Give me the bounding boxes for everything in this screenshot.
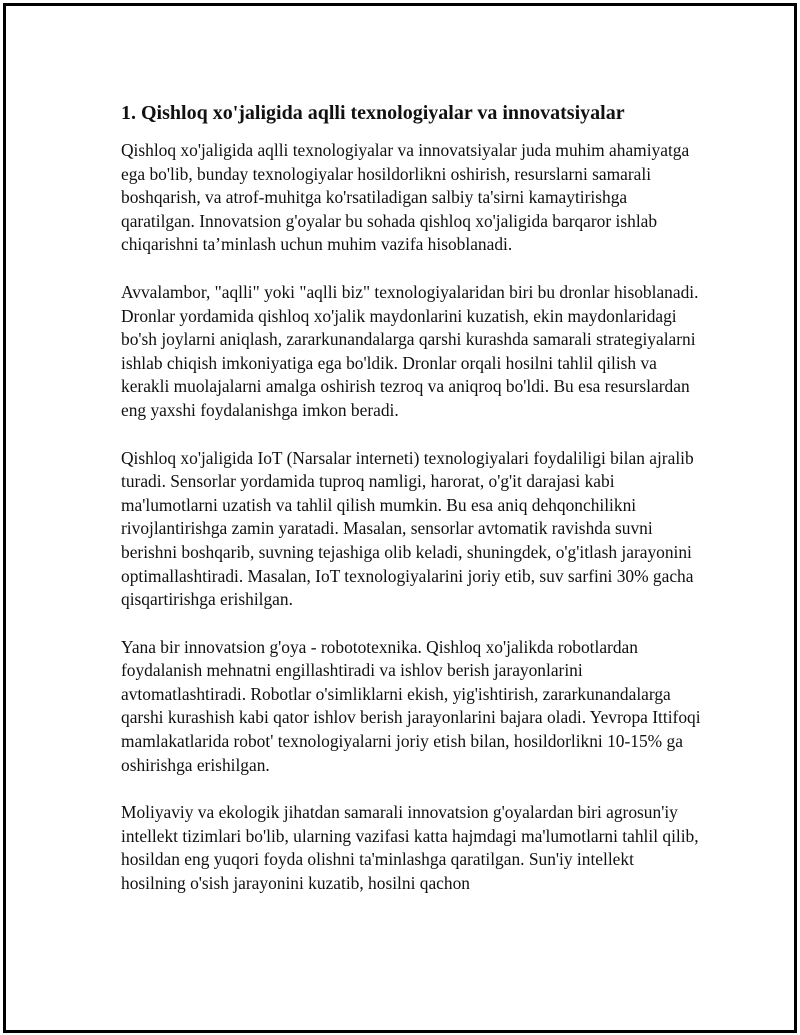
paragraph-2: Avvalambor, "aqlli" yoki "aqlli biz" texnologiyalaridan biri bu dronlar hisoblanadi. Dronlar yordamida qishloq xo'jalik maydonlarini kuzatish, ekin maydonlaridagi bo'sh joylarni aniqlash, zararkunandalarga qarshi kurashda samarali strategiyalarni ishlab chiqish imkoniyatiga ega bo'ldik. Dronlar orqali hosilni tahlil qilish va kerakli muolajalarni amalga oshirish tezroq va aniqroq bo'ldi. Bu esa resurslardan eng yaxshi foydalanishga imkon beradi. bbox=[121, 281, 699, 420]
section-heading: 1. Qishloq xo'jaligida aqlli texnologiyalar va innovatsiyalar bbox=[121, 102, 625, 124]
paragraph-1: Qishloq xo'jaligida aqlli texnologiyalar va innovatsiyalar juda muhim ahamiyatga ega bo'lib, bunday texnologiyalar hosildorlikni oshirish, resurslarni samarali boshqarish, va atrof-muhitga ko'rsatiladigan salbiy ta'sirni kamaytirishga qaratilgan. Innovatsion g'oyalar bu sohada qishloq xo'jaligida barqaror ishlab chiqarishni ta’minlash uchun muhim vazifa hisoblanadi. bbox=[121, 140, 690, 255]
paragraph-3: Qishloq xo'jaligida IoT (Narsalar interneti) texnologiyalari foydaliligi bilan ajralib turadi. Sensorlar yordamida tuproq namligi, harorat, o'g'it darajasi kabi ma'lumotlarni uzatish va tahlil qilish mumkin. Bu esa aniq dehqonchilikni rivojlantirishga zamin yaratadi. Masalan, sensorlar avtomatik ravishda suvni berishni boshqarib, suvning tejashiga olib keladi, shuningdek, o'g'itlash jarayonini optimallashtiradi. Masalan, IoT texnologiyalarini joriy etib, suv sarfini 30% gacha qisqartirishga erishilgan. bbox=[121, 447, 694, 610]
paragraph-4: Yana bir innovatsion g'oya - robototexnika. Qishloq xo'jalikda robotlardan foydalanish mehnatni engillashtiradi va ishlov berish jarayonlarini avtomatlashtiradi. Robotlar o'simliklarni ekish, yig'ishtirish, zararkunandalarga qarshi kurashish kabi qator ishlov berish jarayonlarini bajara oladi. Yevropa Ittifoqi mamlakatlarida robot' texnologiyalarni joriy etish bilan, hosildorlikni 10-15% ga oshirishga erishilgan. bbox=[121, 636, 701, 775]
document-body bbox=[121, 99, 701, 920]
paragraph-5: Moliyaviy va ekologik jihatdan samarali innovatsion g'oyalardan biri agrosun'iy intellekt tizimlari bo'lib, ularning vazifasi katta hajmdagi ma'lumotlarni tahlil qilib, hosildan eng yuqori foyda olishni ta'minlashga qaratilgan. Sun'iy intellekt hosilning o'sish jarayonini kuzatib, hosilni qachon bbox=[121, 802, 699, 894]
page-frame bbox=[3, 3, 797, 1033]
